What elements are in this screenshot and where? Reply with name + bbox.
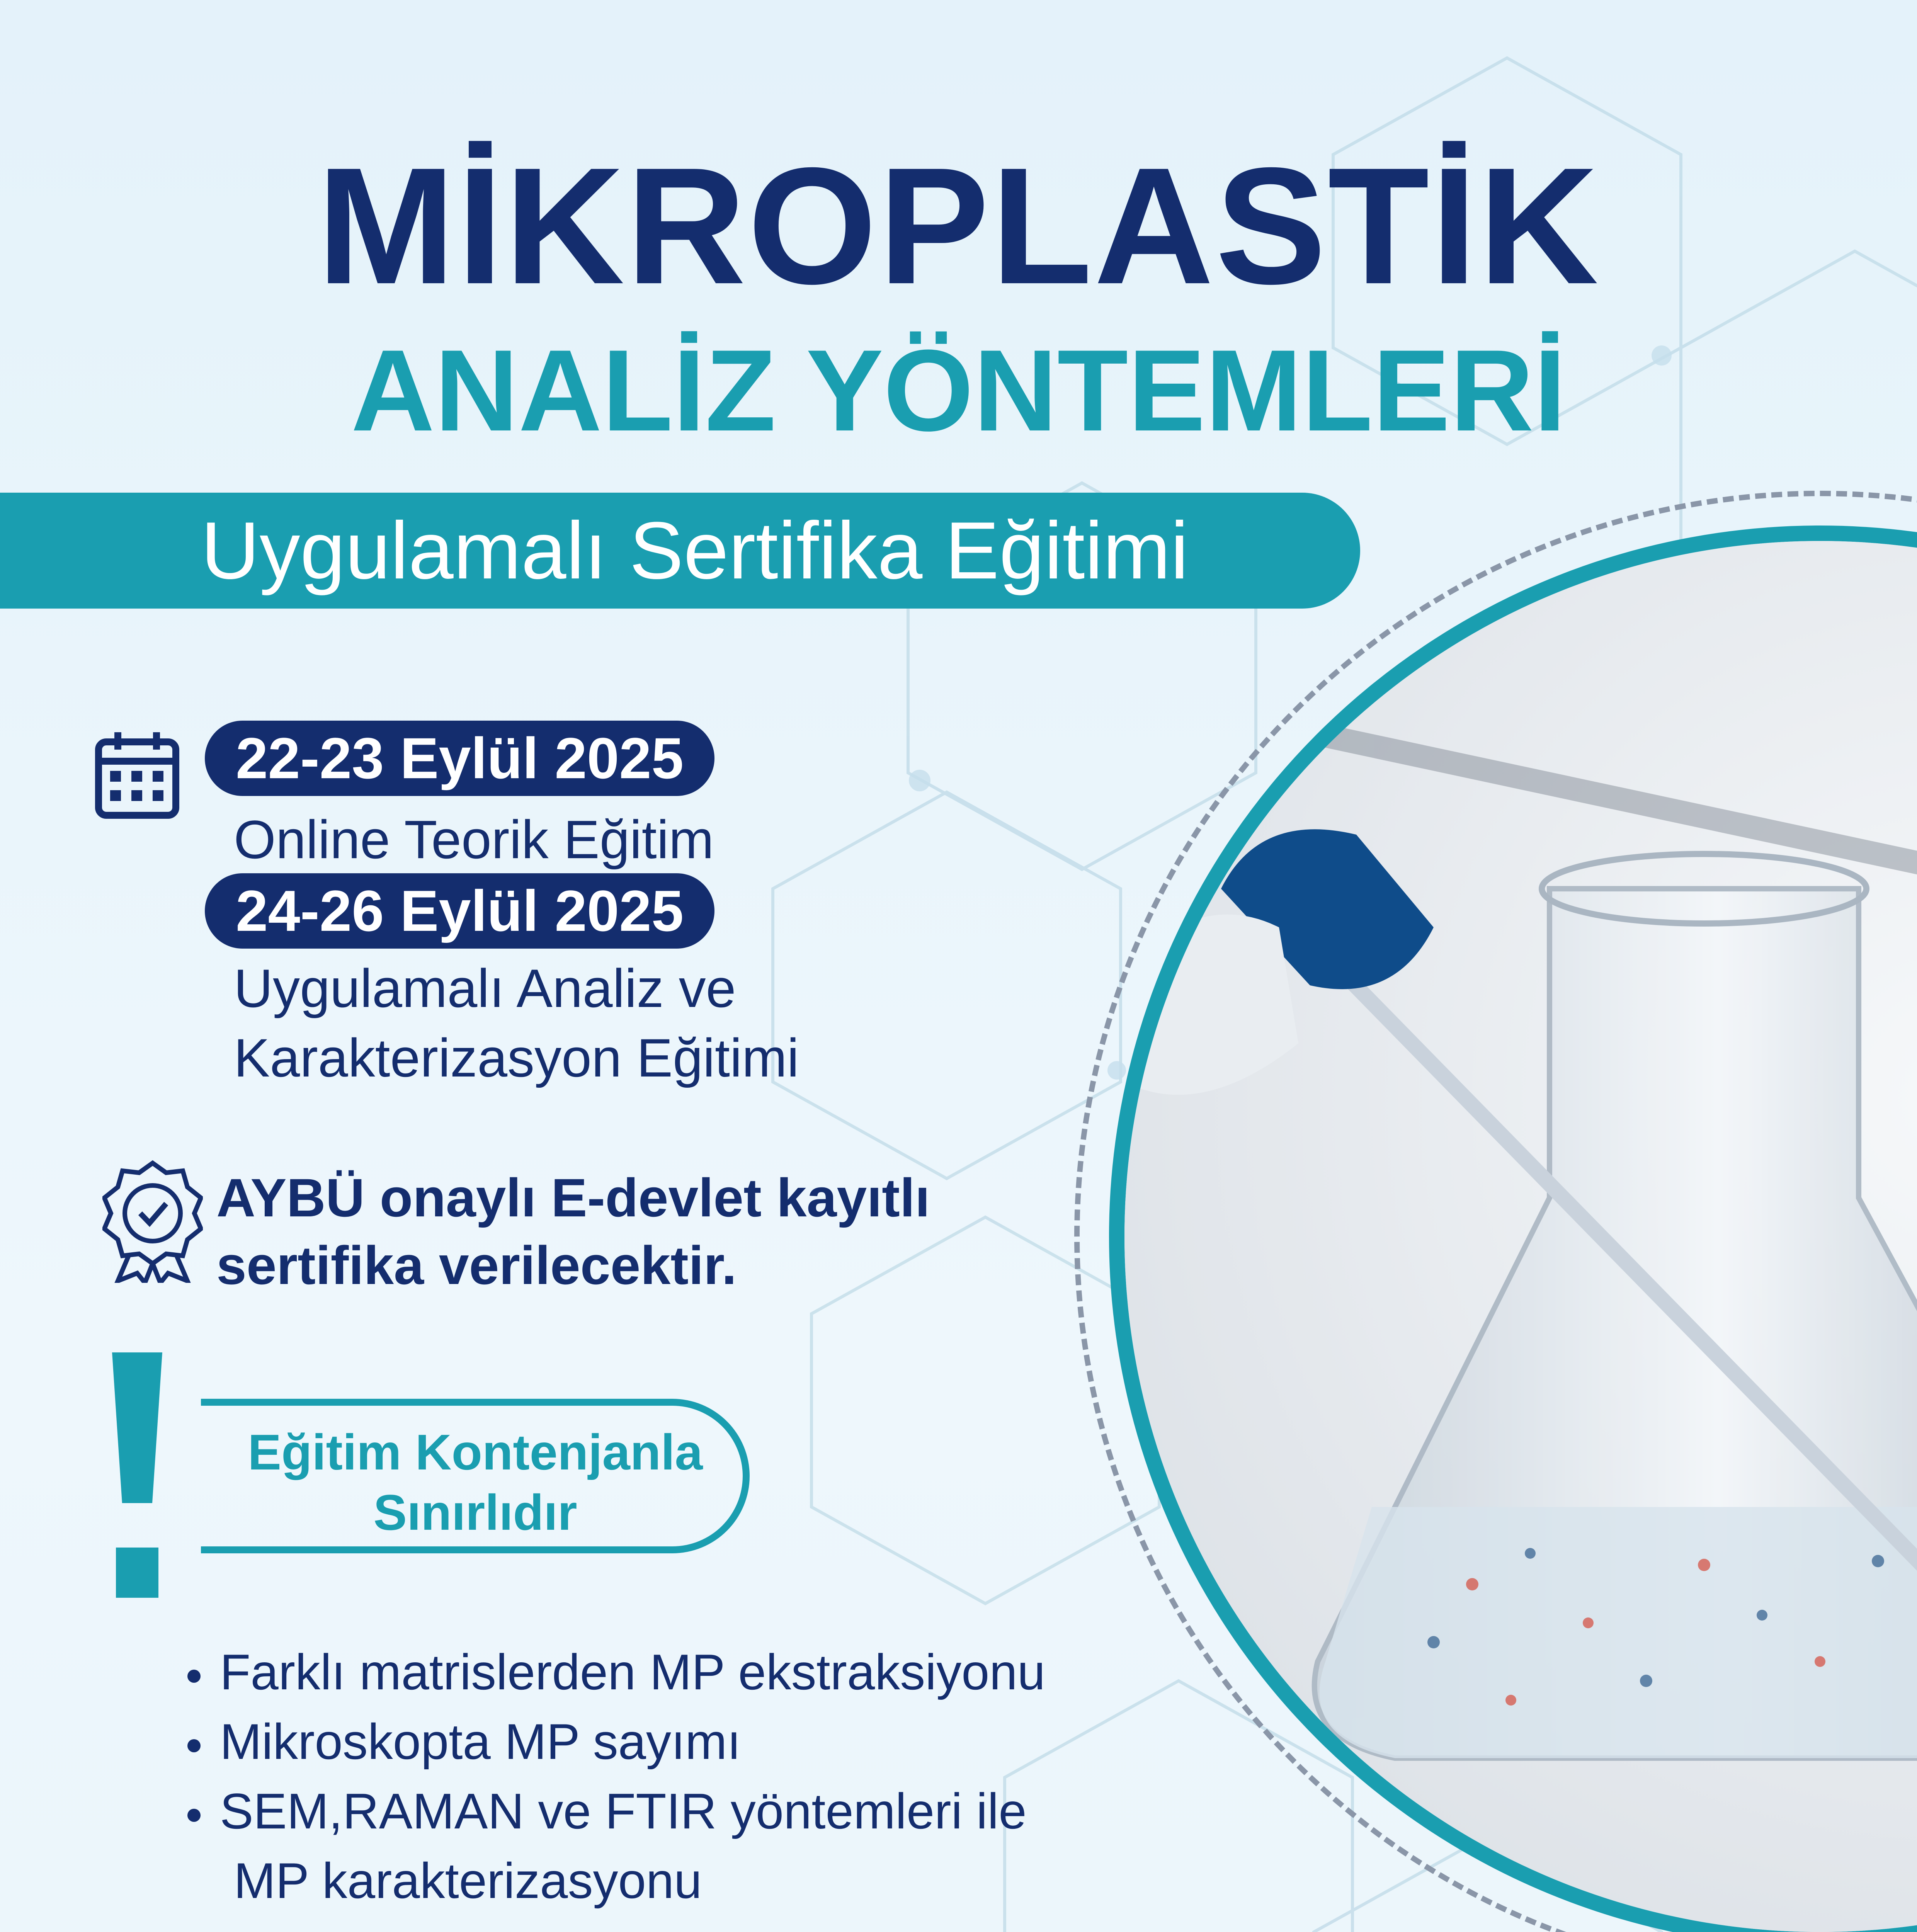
bullet-icon bbox=[187, 1670, 201, 1683]
bullet-icon bbox=[187, 1739, 201, 1752]
certificate-line2: sertifika verilecektir. bbox=[216, 1235, 737, 1296]
limited-quota-line1: Eğitim Kontenjanla bbox=[248, 1424, 703, 1480]
certificate-line1: AYBÜ onaylı E-devlet kayıtlı bbox=[216, 1167, 930, 1228]
date-pill-theory: 22-23 Eylül 2025 bbox=[205, 721, 714, 796]
practical-description-line2: Karakterizasyon Eğitimi bbox=[234, 1027, 799, 1088]
exclamation-dot bbox=[116, 1548, 158, 1598]
topic-item: SEM,RAMAN ve FTIR yöntemleri ile bbox=[187, 1777, 1027, 1845]
limited-quota-line2: Sınırlıdır bbox=[373, 1484, 577, 1541]
secondary-title: ANALİZ YÖNTEMLERİ bbox=[351, 325, 1566, 455]
topic-item-continuation: MP karakterizasyonu bbox=[234, 1852, 702, 1909]
certificate-badge-icon bbox=[102, 1159, 203, 1283]
subtitle-text: Uygulamalı Sertifika Eğitimi bbox=[201, 505, 1189, 596]
practical-description-line1: Uygulamalı Analiz ve bbox=[234, 958, 736, 1019]
bullet-icon bbox=[187, 1809, 201, 1822]
main-title: MİKROPLASTİK bbox=[317, 133, 1600, 319]
limited-quota-text bbox=[201, 1422, 750, 1543]
topic-item: Mikroskopta MP sayımı bbox=[187, 1708, 741, 1776]
calendar-icon bbox=[87, 723, 187, 823]
theory-description: Online Teorik Eğitim bbox=[234, 809, 714, 870]
topic-item: Farklı matrislerden MP ekstraksiyonu bbox=[187, 1638, 1045, 1706]
date-pill-practical: 24-26 Eylül 2025 bbox=[205, 873, 714, 949]
